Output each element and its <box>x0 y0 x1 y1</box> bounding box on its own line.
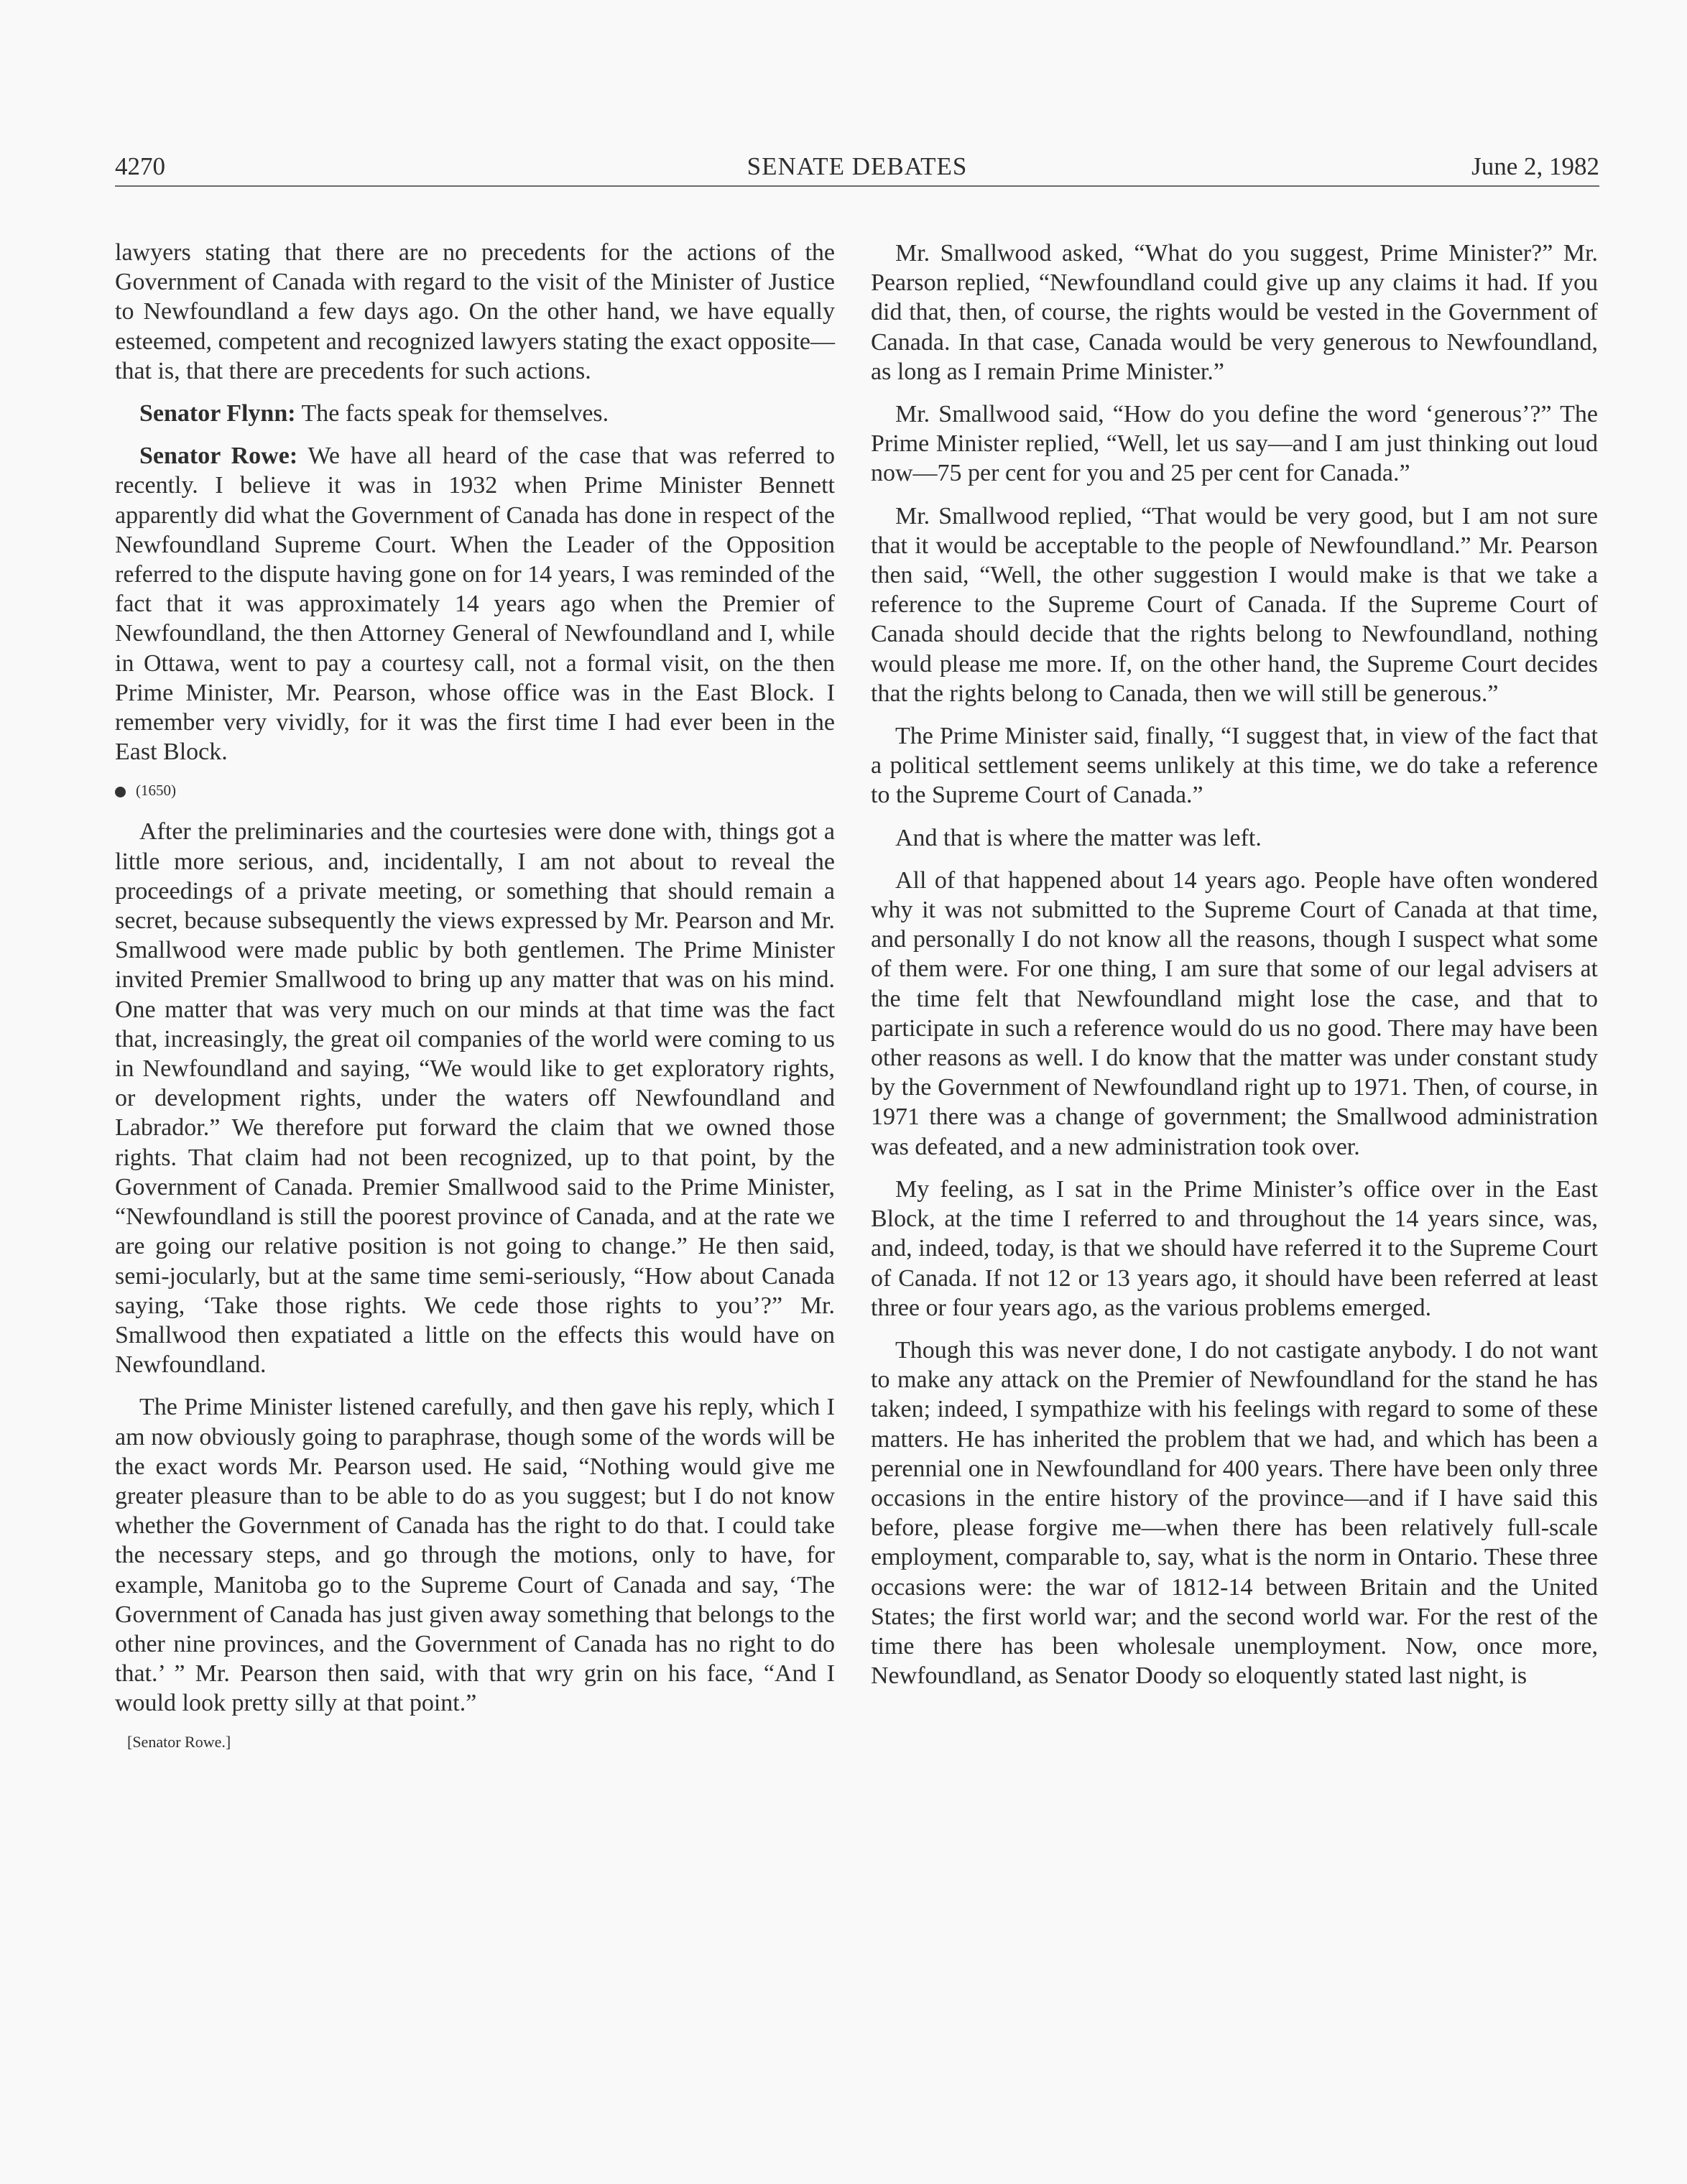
paragraph <box>115 399 835 428</box>
speaker-name: Senator Flynn: <box>139 400 296 427</box>
paragraph: Mr. Smallwood replied, “That would be very good, but I am not sure that it would be acceptable to the people of Newfoundland.” Mr. Pearson then said, “Well, the other suggestion I would make is that we take a reference to the Supreme Court of Canada. If the Supreme Court of Canada should decide that the rights belong to Newfoundland, nothing would please me more. If, on the other hand, the Supreme Court decides that the rights belong to Canada, then we will still be generous.” <box>871 502 1598 707</box>
speaker-attribution: [Senator Rowe.] <box>127 1732 231 1751</box>
paragraph: My feeling, as I sat in the Prime Minister’s office over in the East Block, at the time I referred to and throughout the 14 years since, was, and, indeed, today, is that we should have referred it to the Supreme Court of Canada. If not 12 or 13 years ago, it should have been referred at least three or four years ago, as the various problems emerged. <box>871 1175 1598 1321</box>
paragraph: And that is where the matter was left. <box>895 824 1262 851</box>
paragraph: The Prime Minister said, finally, “I suggest that, in view of the fact that a political settlement seems unlikely at this time, we do take a reference to the Supreme Court of Canada.” <box>871 723 1598 809</box>
paragraph: Mr. Smallwood said, “How do you define the word ‘generous’?” The Prime Minister replied, “Well, let us say—and I am just thinking out loud now—75 per cent for you and 25 per cent for Canada.” <box>871 401 1598 487</box>
right-column <box>871 239 1598 1703</box>
speaker-name: Senator Rowe: <box>139 443 298 470</box>
bullet-dot-icon <box>115 787 126 797</box>
paragraph: Though this was never done, I do not castigate anybody. I do not want to make any attack on the Premier of Newfoundland for the stand he has taken; indeed, I sympathize with his feelings with regard to some of these matters. He has inherited the problem that we had, and which has been a perennial one in Newfoundland for 400 years. There have been only three occasions in the entire history of the province—and if I have said this before, please forgive me—when there has been relatively full-scale employment, comparable to, say, what is the norm in Ontario. These three occasions were: the war of 1812-14 between Britain and the United States; the first world war; and the second world war. For the rest of the time there has been wholesale unemployment. Now, once more, Newfoundland, as Senator Doody so eloquently stated last night, is <box>871 1336 1598 1690</box>
header-rule <box>115 185 1599 187</box>
speech-text: We have all heard of the case that was referred to recently. I believe it was in 1932 when Prime Minister Bennett apparently did what the Government of Canada has done in respect of the Newfoundland Supreme Court. When the Leader of the Opposition referred to the dispute having gone on for 14 years, I was reminded of the fact that it was approximately 14 years ago when the Premier of Newfoundland, the then Attorney General of Newfoundland and I, while in Ottawa, went to pay a courtesy call, not a formal visit, on the then Prime Minister, Mr. Pearson, whose office was in the East Block. I remember very vividly, for it was the first time I had ever been in the East Block. <box>115 443 835 766</box>
publication-date: June 2, 1982 <box>1471 152 1599 180</box>
speech-text: The facts speak for themselves. <box>295 400 609 427</box>
time-marker-label: (1650) <box>136 782 176 800</box>
page-number: 4270 <box>115 152 165 180</box>
left-column <box>115 238 835 1753</box>
publication-title: SENATE DEBATES <box>747 152 968 180</box>
paragraph: All of that happened about 14 years ago. People have often wondered why it was not submitted to the Supreme Court of Canada at that time, and personally I do not know all the reasons, though I suspect what some of them were. For one thing, I am sure that some of our legal advisers at the time felt that Newfoundland might lose the case, and that to participate in such a reference would do us no good. There may have been other reasons as well. I do know that the matter was under constant study by the Government of Newfoundland right up to 1971. Then, of course, in 1971 there was a change of government; the Smallwood administration was defeated, and a new administration took over. <box>871 866 1598 1160</box>
page-header <box>115 149 1599 184</box>
paragraph <box>115 441 835 767</box>
paragraph: lawyers stating that there are no precedents for the actions of the Government of Canada with regard to the visit of the Minister of Justice to Newfoundland a few days ago. On the other hand, we have equally esteemed, competent and recognized lawyers stating the exact opposite—that is, that there are precedents for such actions. <box>115 239 835 384</box>
time-marker <box>115 779 835 801</box>
paragraph: Mr. Smallwood asked, “What do you suggest, Prime Minister?” Mr. Pearson replied, “Newfoundland could give up any claims it had. If you did that, then, of course, the rights would be vested in the Government of Canada. In that case, Canada would be very generous to Newfoundland, as long as I remain Prime Minister.” <box>871 240 1598 385</box>
paragraph: The Prime Minister listened carefully, and then gave his reply, which I am now obviously going to paraphrase, though some of the words will be the exact words Mr. Pearson used. He said, “Nothing would give me greater pleasure than to be able to do as you suggest; but I do not know whether the Government of Canada has the right to do that. I could take the necessary steps, and go through the motions, only to have, for example, Manitoba go to the Supreme Court of Canada and say, ‘The Government of Canada has just given away something that belongs to the other nine provinces, and the Government of Canada has no right to do that.’ ” Mr. Pearson then said, with that wry grin on his face, “And I would look pretty silly at that point.” <box>115 1394 835 1717</box>
paragraph: After the preliminaries and the courtesies were done with, things got a little more serious, and, incidentally, I am not about to reveal the proceedings of a private meeting, or something that should remain a secret, because subsequently the views expressed by Mr. Pearson and Mr. Smallwood were made public by both gentlemen. The Prime Minister invited Premier Smallwood to bring up any matter that was on his mind. One matter that was very much on our minds at that time was the fact that, increasingly, the great oil companies of the world were coming to us in Newfoundland and saying, “We would like to get exploratory rights, or development rights, under the waters off Newfoundland and Labrador.” We therefore put forward the claim that we owned those rights. That claim had not been recognized, up to that point, by the Government of Canada. Premier Smallwood said to the Prime Minister, “Newfoundland is still the poorest province of Canada, and at the rate we are going our relative position is not going to change.” He then said, semi-jocularly, but at the same time semi-seriously, “How about Canada saying, ‘Take those rights. We cede those rights to you’?” Mr. Smallwood then expatiated a little on the effects this would have on Newfoundland. <box>115 818 835 1379</box>
